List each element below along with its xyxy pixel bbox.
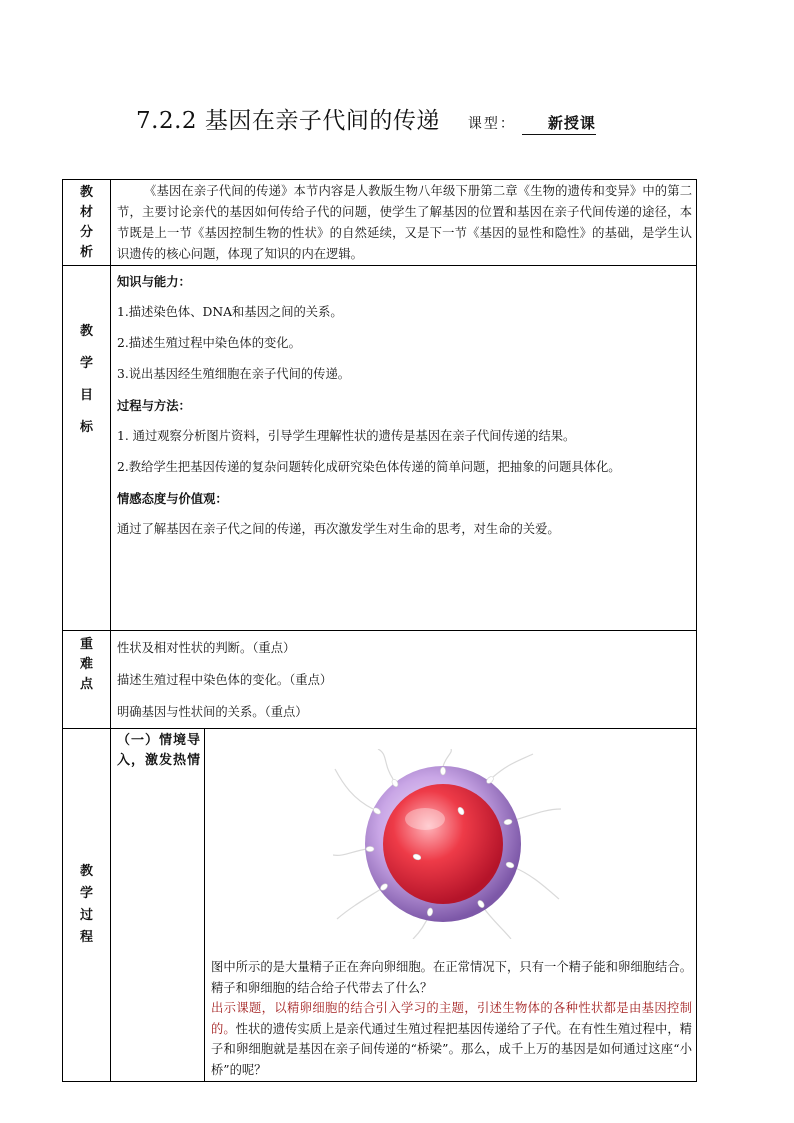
goal-item: 2.教给学生把基因传递的复杂问题转化成研究染色体传递的简单问题，把抽象的问题具体化。 (117, 460, 621, 474)
lesson-plan-table (62, 179, 697, 1082)
label-material-analysis: 教 材 分 析 (63, 180, 111, 266)
course-type-value: 新授课 (522, 112, 596, 135)
process-content (205, 729, 697, 1082)
key-point-item: 明确基因与性状间的关系。（重点） (117, 705, 308, 719)
material-analysis-text: 《基因在亲子代间的传递》本节内容是人教版生物八年级下册第二章《生物的遗传和变异》中的第二节，主要讨论亲代的基因如何传给子代的问题，使学生了解基因的位置和基因在亲子代间传递的途径，本节既是上一节《基因控制生物的性状》的自然延续，又是下一节《基因的显性和隐性》的基础，是学生认识遗传的核心问题，体现了知识的内在逻辑。 (111, 180, 697, 266)
process-paragraph-2-rest: 性状的遗传实质上是亲代通过生殖过程把基因传递给了子代。在有性生殖过程中，精子和卵细胞就是基因在亲子间传递的“桥梁”。那么，成千上万的基因是如何通过这座“小桥”的呢？ (211, 1021, 692, 1077)
page-title: 7.2.2 基因在亲子代间的传递 (136, 108, 440, 134)
row-teaching-process (63, 729, 697, 1082)
goal-item: 2.描述生殖过程中染色体的变化。 (117, 336, 301, 350)
goal-subheading-knowledge: 知识与能力： (117, 274, 191, 289)
key-point-item: 描述生殖过程中染色体的变化。（重点） (117, 673, 333, 687)
goal-item: 1. 通过观察分析图片资料，引导学生理解性状的遗传是基因在亲子代间传递的结果。 (117, 429, 576, 443)
key-points-content (111, 631, 697, 729)
row-material-analysis (63, 180, 697, 266)
teaching-goals-content (111, 266, 697, 631)
label-teaching-goals: 教 学 目 标 (63, 266, 111, 631)
goal-item: 1.描述染色体、DNA和基因之间的关系。 (117, 305, 343, 319)
goal-item: 3.说出基因经生殖细胞在亲子代间的传递。 (117, 367, 351, 381)
label-teaching-process: 教 学 过 程 (63, 729, 111, 1082)
label-key-points: 重 难 点 (63, 631, 111, 729)
course-type (468, 112, 596, 135)
page-header (136, 102, 696, 136)
goal-subheading-process: 过程与方法： (117, 398, 191, 413)
goal-subheading-attitude: 情感态度与价值观： (117, 491, 228, 506)
key-point-item: 性状及相对性状的判断。（重点） (117, 641, 296, 655)
goal-item: 通过了解基因在亲子代之间的传递，再次激发学生对生命的思考，对生命的关爱。 (117, 522, 560, 536)
egg-sperm-image (333, 749, 563, 939)
course-type-label: 课型： (467, 116, 516, 132)
process-paragraph-1: 图中所示的是大量精子正在奔向卵细胞。在正常情况下，只有一个精子能和卵细胞结合。精子和卵细胞的结合给子代带去了什么？ (211, 960, 692, 995)
row-key-points (63, 631, 697, 729)
row-teaching-goals (63, 266, 697, 631)
process-text (211, 957, 692, 1080)
stage-title: （一）情境导入，激发热情 (111, 729, 205, 1082)
egg-nucleus (383, 784, 503, 904)
egg-sperm-illustration (333, 749, 563, 939)
process-paragraph-2-highlight: 出示课题，以精卵细胞的结合引入学习的主题，引述生物体的各种性状都是由基因控制的。 (211, 1001, 692, 1036)
